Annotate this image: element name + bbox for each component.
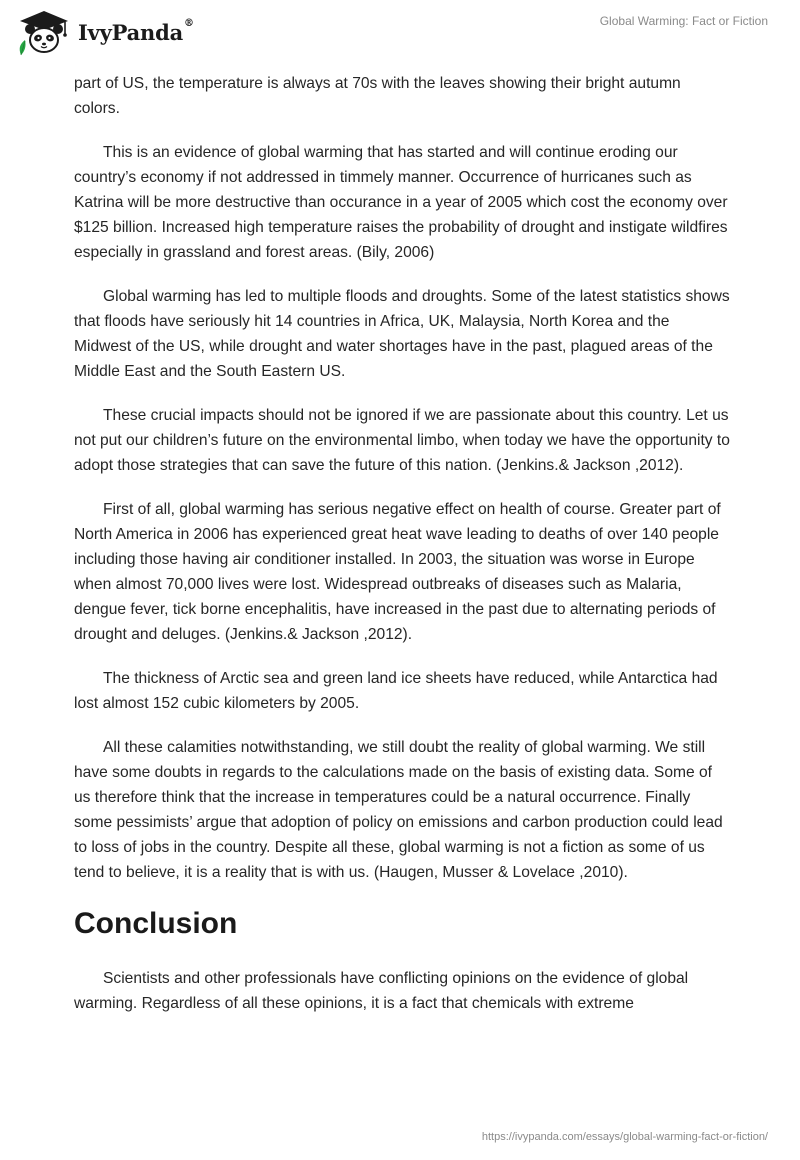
paragraph: Global warming has led to multiple floods and droughts. Some of the latest statistics shows that floods have seriously hit 14 countries in Africa, UK, Malaysia, North Korea and the Midwest of the US, while drought and water shortages have in the past, plagued areas of the Middle East and the South Eastern US. [74, 288, 730, 380]
panda-graduation-cap-icon [14, 8, 72, 56]
brand-name: IvyPanda® [78, 17, 194, 45]
conclusion-paragraph: Scientists and other professionals have conflicting opinions on the evidence of global warming. Regardless of all these opinions, it is a fact that chemicals with extreme [74, 970, 689, 1012]
paragraph: This is an evidence of global warming that has started and will continue eroding our country’s economy if not addressed in timmely manner. Occurrence of hurricanes such as Katrina will be more destructive than occurance in a year of 2005 which cost the economy over $125 billion. Increased high temperature raises the probability of drought and instigate wildfires especially in grassland and forest areas. (Bily, 2006) [74, 144, 728, 261]
source-url[interactable]: https://ivypanda.com/essays/global-warming-fact-or-fiction/ [481, 1131, 768, 1143]
paragraph-continued: part of US, the temperature is always at 70s with the leaves showing their bright autumn colors. [74, 75, 681, 117]
paragraph: All these calamities notwithstanding, we still doubt the reality of global warming. We still have some doubts in regards to the calculations made on the basis of existing data. Some of us therefore think that the increase in temperatures could be a natural occurrence. Finally some pessimists’ argue that adoption of policy on emissions and carbon production could lead to loss of jobs in the country. Despite all these, global warming is not a fiction as some of us tend to believe, it is a reality that is with us. (Haugen, Musser & Lovelace ,2010). [74, 739, 723, 881]
paragraph: These crucial impacts should not be ignored if we are passionate about this country. Let us not put our children’s future on the environmental limbo, when today we have the opportunity to adopt those strategies that can save the future of this nation. (Jenkins.& Jackson ,2012). [74, 407, 730, 474]
registered-mark: ® [184, 17, 194, 29]
paragraph: The thickness of Arctic sea and green land ice sheets have reduced, while Antarctica had lost almost 152 cubic kilometers by 2005. [74, 670, 718, 712]
paragraph: First of all, global warming has serious negative effect on health of course. Greater part of North America in 2006 has experienced great heat wave leading to deaths of over 140 people including those having air conditioner installed. In 2003, the situation was worse in Europe when almost 70,000 lives were lost. Widespread outbreaks of diseases such as Malaria, dengue fever, tick borne encephalitis, have increased in the past due to alternating periods of drought and deluges. (Jenkins.& Jackson ,2012). [74, 501, 721, 643]
page-header [0, 0, 800, 70]
essay-body [74, 71, 730, 1035]
section-heading-conclusion: Conclusion [74, 907, 238, 940]
brand-logo[interactable] [14, 8, 194, 56]
document-title: Global Warming: Fact or Fiction [599, 14, 768, 28]
